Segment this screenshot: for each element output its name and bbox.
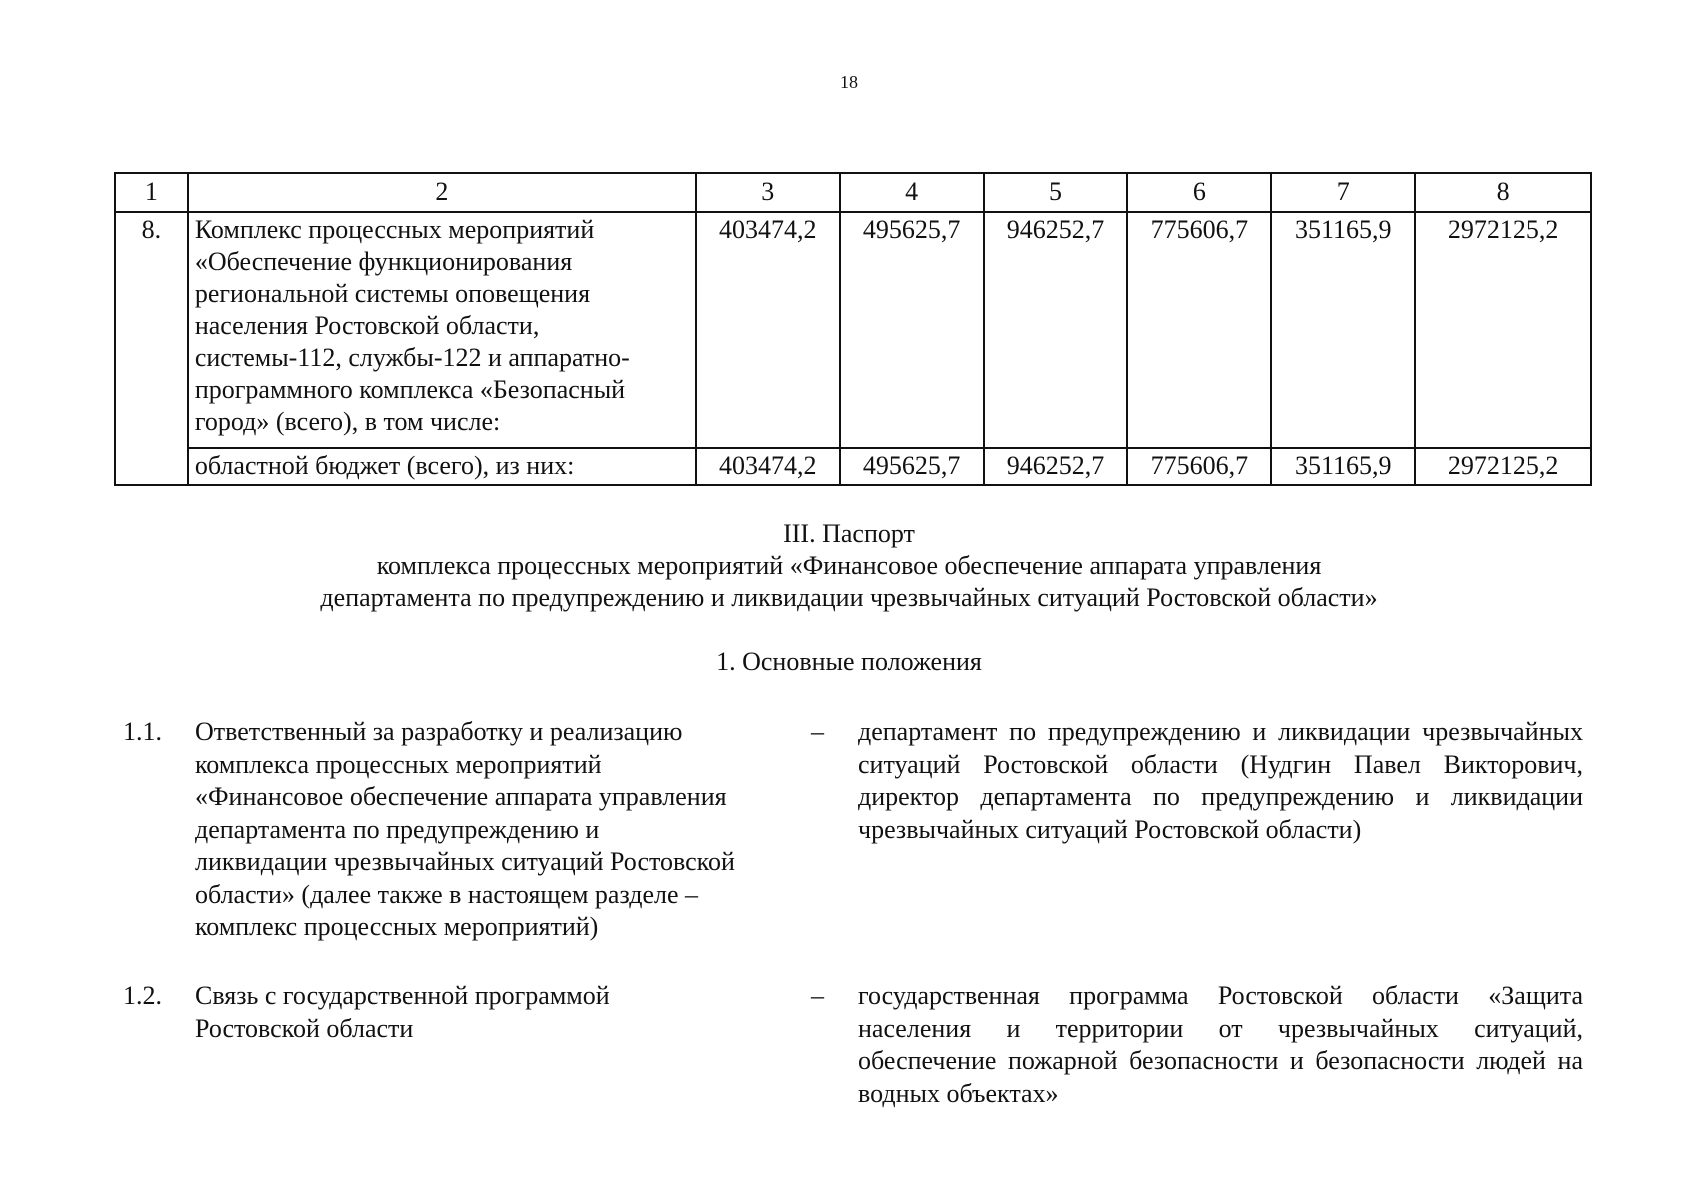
section-subtitle-line: департамента по предупреждению и ликвидации чрезвычайных ситуаций Ростовской области» xyxy=(320,583,1378,612)
value-cell: 403474,2 xyxy=(696,448,840,485)
row-name-cell: Комплекс процессных мероприятий «Обеспечение функционирования региональной системы оповещения населения Ростовской области, системы-112, службы-122 и аппаратно-программного комплекса «Безопасный город» (всего), в том числе: xyxy=(188,212,696,448)
value-cell: 775606,7 xyxy=(1127,212,1271,448)
row-name-cell: областной бюджет (всего), из них: xyxy=(188,448,696,485)
subsection-title: 1. Основные положения xyxy=(716,647,982,676)
row-number-cell: 8. xyxy=(115,212,188,485)
table-header-cell: 6 xyxy=(1127,173,1271,212)
item-label: Связь с государственной программой Ростовской области xyxy=(195,981,610,1043)
page-number: 18 xyxy=(840,72,858,92)
table-header-cell: 2 xyxy=(188,173,696,212)
item-value: департамент по предупреждению и ликвидации чрезвычайных ситуаций Ростовской области (Нудгин Павел Викторович, директор департамента по предупреждению и ликвидации чрезвычайных ситуаций Ростовской области) xyxy=(858,717,1583,844)
value-cell: 351165,9 xyxy=(1271,212,1415,448)
value-cell: 495625,7 xyxy=(840,448,984,485)
item-number: 1.1. xyxy=(123,717,162,746)
item-dash: – xyxy=(811,981,824,1010)
value-cell: 946252,7 xyxy=(984,212,1128,448)
table-row xyxy=(115,212,1591,448)
table-header-cell: 4 xyxy=(840,173,984,212)
item-value: государственная программа Ростовской области «Защита населения и территории от чрезвычайных ситуаций, обеспечение пожарной безопасности и безопасности людей на водных объектах» xyxy=(858,981,1583,1108)
table-header-cell: 5 xyxy=(984,173,1128,212)
value-cell: 2972125,2 xyxy=(1415,212,1591,448)
table-header-row xyxy=(115,173,1591,212)
item-number: 1.2. xyxy=(123,981,162,1010)
value-cell: 403474,2 xyxy=(696,212,840,448)
item-label: Ответственный за разработку и реализацию комплекса процессных мероприятий «Финансовое обеспечение аппарата управления департамента по предупреждению и ликвидации чрезвычайных ситуаций Ростовской области» (далее также в настоящем разделе – комплекс процессных мероприятий) xyxy=(195,717,735,941)
value-cell: 495625,7 xyxy=(840,212,984,448)
list-item xyxy=(123,716,1583,946)
value-cell: 2972125,2 xyxy=(1415,448,1591,485)
value-cell: 351165,9 xyxy=(1271,448,1415,485)
table-header-cell: 1 xyxy=(115,173,188,212)
value-cell: 775606,7 xyxy=(1127,448,1271,485)
table-header-cell: 3 xyxy=(696,173,840,212)
list-item xyxy=(123,980,1583,1120)
table-header-cell: 7 xyxy=(1271,173,1415,212)
section-title: III. Паспорт xyxy=(783,519,915,548)
section-heading xyxy=(0,518,1698,614)
value-cell: 946252,7 xyxy=(984,448,1128,485)
item-dash: – xyxy=(811,717,824,746)
budget-table xyxy=(114,172,1592,486)
table-row xyxy=(115,448,1591,485)
table-header-cell: 8 xyxy=(1415,173,1591,212)
section-subtitle-line: комплекса процессных мероприятий «Финансовое обеспечение аппарата управления xyxy=(376,551,1322,580)
